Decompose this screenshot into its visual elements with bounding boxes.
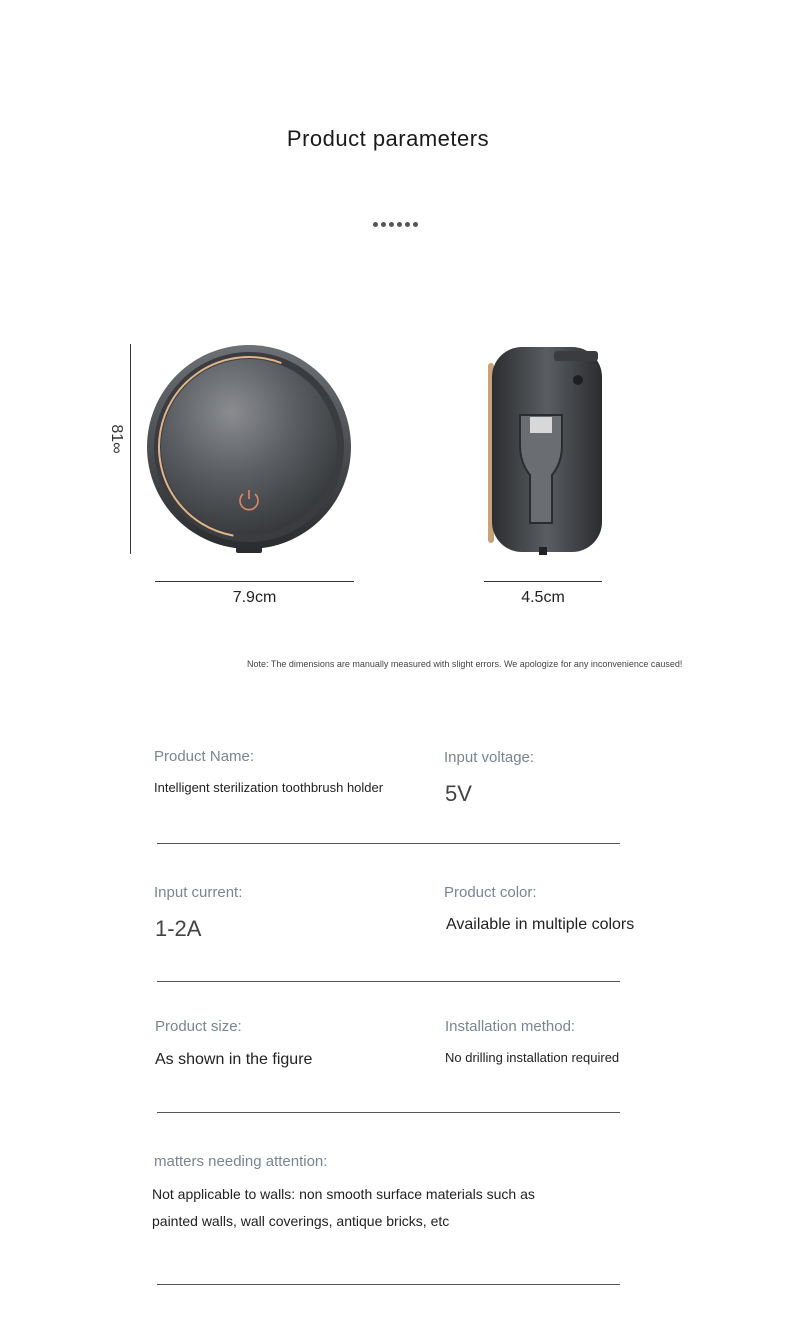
product-size-value: As shown in the figure (155, 1051, 313, 1068)
input-current-value: 1-2A (155, 916, 202, 941)
installation-method-label: Installation method: (445, 1018, 576, 1035)
page-title: Product parameters (286, 126, 490, 151)
width-dimension-label: 7.9cm (232, 589, 277, 606)
attention-text (152, 1181, 592, 1235)
input-current-label: Input current: (154, 884, 243, 901)
depth-dimension-line (484, 581, 602, 582)
attention-line: Not applicable to walls: non smooth surface materials such as (152, 1186, 535, 1202)
product-name-value: Intelligent sterilization toothbrush holder (154, 780, 384, 795)
depth-dimension-label: 4.5cm (521, 589, 565, 606)
row-divider (157, 843, 620, 844)
attention-label: matters needing attention: (154, 1153, 328, 1170)
device-front-view (146, 344, 356, 559)
product-color-value: Available in multiple colors (446, 916, 635, 933)
product-name-label: Product Name: (154, 748, 255, 765)
product-color-label: Product color: (444, 884, 537, 901)
row-divider (157, 1112, 620, 1113)
height-dimension-label: 81∞ (108, 424, 125, 454)
measurement-note: Note: The dimensions are manually measured with slight errors. We apologize for any inconvenience caused! (247, 659, 683, 669)
width-dimension-line (155, 581, 354, 582)
device-side-view (484, 345, 606, 560)
installation-method-value: No drilling installation required (445, 1050, 620, 1065)
input-voltage-value: 5V (445, 781, 472, 806)
dots-divider (373, 222, 418, 227)
input-voltage-label: Input voltage: (444, 749, 535, 766)
row-divider (157, 1284, 620, 1285)
product-size-label: Product size: (155, 1018, 242, 1035)
attention-line: painted walls, wall coverings, antique bricks, etc (152, 1213, 450, 1229)
height-dimension-line (130, 344, 131, 554)
row-divider (157, 981, 620, 982)
